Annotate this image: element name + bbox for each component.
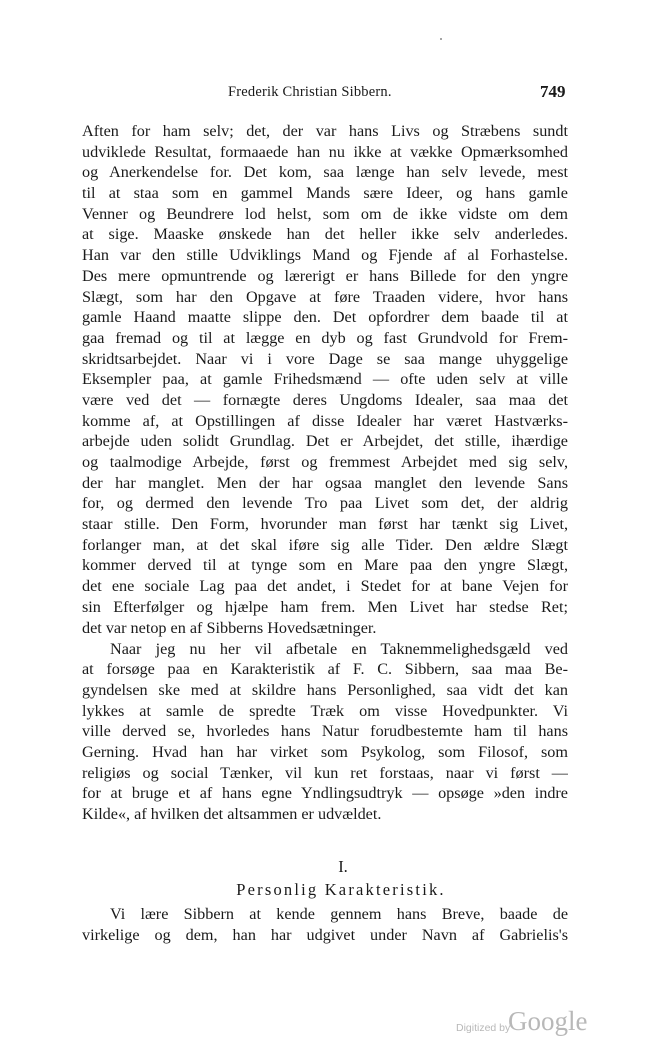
- text-line: forlanger man, at det skal iføre sig alle Tider. Den ældre Slægt: [82, 535, 568, 554]
- text-line: være ved det — fornægte deres Ungdoms Idealer, saa maa det: [82, 390, 568, 409]
- text-line: sin Efterfølger og hjælpe ham frem. Men Livet har stedse Ret;: [82, 597, 568, 616]
- text-line: staar stille. Den Form, hvorunder man først har tænkt sig Livet,: [82, 515, 568, 534]
- page-number: 749: [540, 82, 566, 101]
- text-line: Kilde«, af hvilken det altsammen er udvældet.: [82, 805, 382, 823]
- running-title: Frederik Christian Sibbern.: [228, 84, 392, 100]
- text-line: virkelige og dem, han har udgivet under Navn af Gabrielis's: [82, 925, 568, 944]
- text-line: Naar jeg nu her vil afbetale en Taknemmelighedsgæld ved: [110, 639, 568, 658]
- text-line: det var netop en af Sibberns Hovedsætninger.: [82, 618, 377, 637]
- text-line: der har manglet. Men der har ogsaa manglet den levende Sans: [82, 473, 568, 492]
- text-line: at sige. Maaske ønskede han det heller ikke selv anderledes.: [82, 225, 568, 244]
- text-line: arbejde uden solidt Grundlag. Det er Arbejdet, det stille, ihærdige: [82, 432, 568, 451]
- text-line: at forsøge paa en Karakteristik af F. C. Sibbern, saa maa Be-: [82, 660, 568, 679]
- text-line: Des mere opmuntrende og lærerigt er hans Billede for den yngre: [82, 266, 568, 285]
- text-line: og taalmodige Arbejde, først og fremmest Arbejdet med sig selv,: [82, 453, 568, 471]
- text-line: Slægt, som har den Opgave at føre Traaden videre, hvor hans: [82, 287, 568, 306]
- text-line: Han var den stille Udviklings Mand og Fjende af al Forhastelse.: [82, 246, 568, 265]
- text-line: gaa fremad og til at lægge en dyb og fast Grundvold for Frem-: [82, 328, 568, 347]
- watermark-brand: Google: [508, 1006, 588, 1036]
- text-line: udviklede Resultat, formaaede han nu ikke at vække Opmærksomhed: [82, 142, 568, 161]
- print-speck: [440, 38, 442, 40]
- text-line: komme af, at Opstillingen af disse Idealer har været Hastværks-: [82, 411, 568, 430]
- text-line: Aften for ham selv; det, der var hans Livs og Stræbens sundt: [82, 122, 568, 140]
- section-title: Personlig Karakteristik.: [236, 880, 446, 899]
- text-line: og Anerkendelse for. Det kom, saa længe han selv levede, mest: [82, 163, 568, 182]
- text-line: ville derved se, hvorledes hans Natur forudbestemte ham til hans: [82, 722, 568, 741]
- google-watermark: [456, 1006, 596, 1042]
- text-line: Vi lære Sibbern at kende gennem hans Breve, baade de: [110, 905, 568, 923]
- text-line: gamle Haand maatte slippe den. Det opfordrer dem baade til at: [82, 308, 568, 327]
- text-line: kommer derved til at tynge som en Mare paa den yngre Slægt,: [82, 556, 568, 575]
- text-line: gyndelsen ske med at skildre hans Personlighed, saa vidt det kan: [82, 680, 568, 699]
- text-line: for at bruge et af hans egne Yndlingsudtryk — opsøge »den indre: [82, 784, 568, 803]
- paragraph-continued: [82, 121, 568, 638]
- text-line: for, og dermed den levende Tro paa Livet som det, der aldrig: [82, 494, 568, 513]
- text-line: Venner og Beundrere lod helst, som om de ikke vidste om dem: [82, 204, 568, 223]
- paragraph-section-start: [82, 904, 568, 945]
- text-line: til at staa som en gammel Mands sære Ideer, og hans gamle: [82, 184, 568, 203]
- text-line: skridtsarbejdet. Naar vi i vore Dage se saa mange uhyggelige: [82, 349, 568, 368]
- section-number: I.: [338, 857, 348, 876]
- text-line: lykkes at samle de spredte Træk om visse Hovedpunkter. Vi: [82, 701, 568, 720]
- paragraph-introduction: [82, 639, 568, 825]
- text-line: religiøs og social Tænker, vil kun ret forstaas, naar vi først —: [82, 763, 568, 782]
- watermark-prefix: Digitized by: [456, 1022, 511, 1034]
- text-line: Eksempler paa, at gamle Frihedsmænd — ofte uden selv at ville: [82, 370, 568, 389]
- text-line: Gerning. Hvad han har virket som Psykolog, som Filosof, som: [82, 742, 568, 761]
- text-line: det ene sociale Lag paa det andet, i Stedet for at bane Vejen for: [82, 577, 568, 596]
- running-header: [0, 84, 672, 104]
